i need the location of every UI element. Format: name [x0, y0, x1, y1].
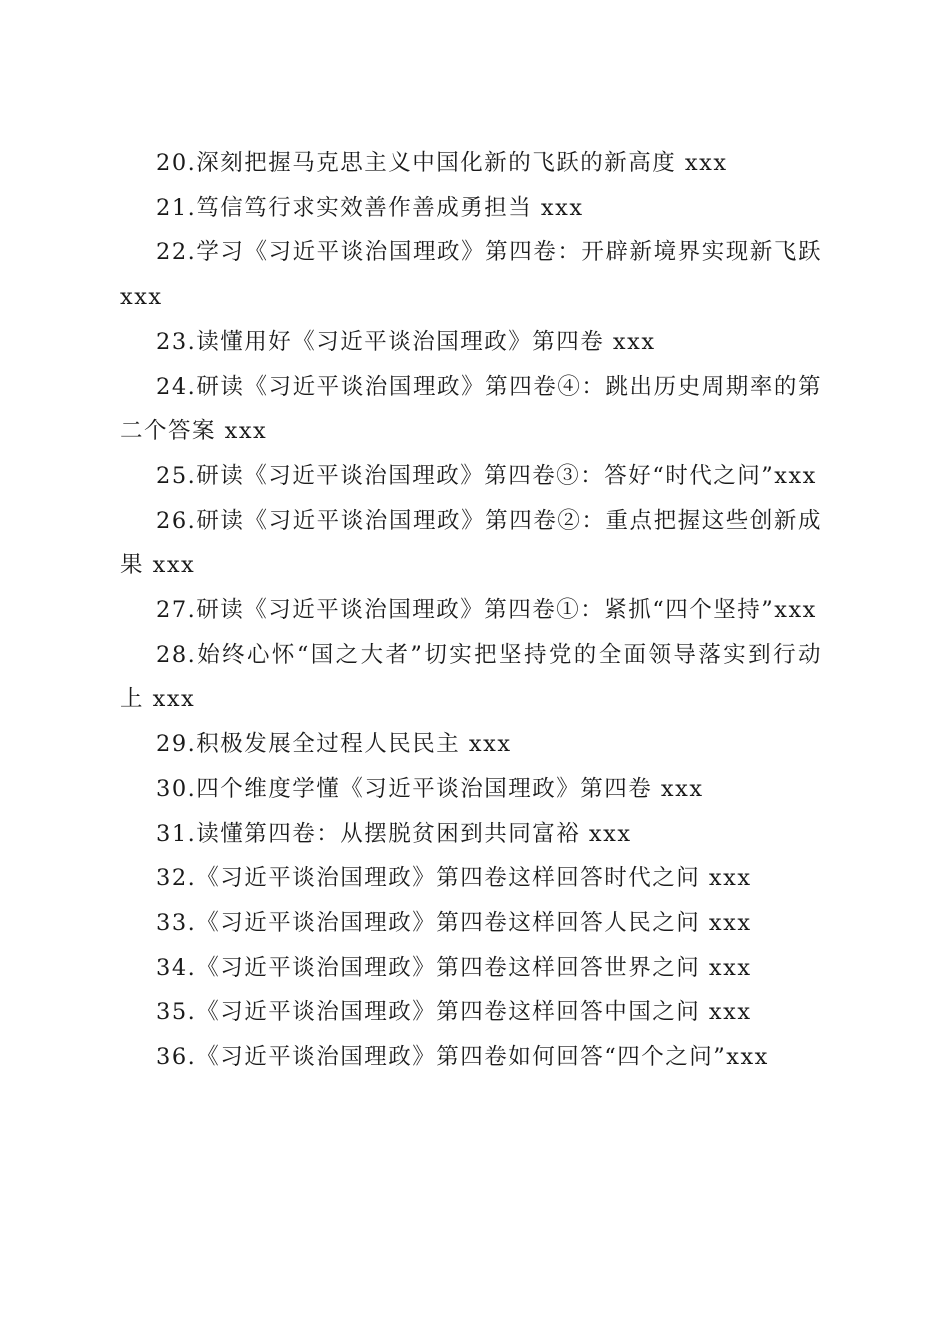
list-item: 35.《习近平谈治国理政》第四卷这样回答中国之问 xxx	[156, 999, 752, 1026]
list-item: 24.研读《习近平谈治国理政》第四卷④：跳出历史周期率的第二个答案 xxx	[120, 373, 822, 445]
list-item: 20.深刻把握马克思主义中国化新的飞跃的新高度 xxx	[156, 150, 728, 176]
list-item: 30.四个维度学懂《习近平谈治国理政》第四卷 xxx	[156, 775, 704, 802]
list-item: 27.研读《习近平谈治国理政》第四卷①：紧抓“四个坚持”xxx	[156, 597, 817, 624]
list-item: 21.笃信笃行求实效善作善成勇担当 xxx	[156, 194, 584, 221]
article-list	[120, 141, 822, 1080]
list-item: 22.学习《习近平谈治国理政》第四卷：开辟新境界实现新飞跃 xxx	[120, 239, 822, 311]
list-item: 32.《习近平谈治国理政》第四卷这样回答时代之问 xxx	[156, 865, 752, 892]
list-item: 34.《习近平谈治国理政》第四卷这样回答世界之问 xxx	[156, 954, 752, 981]
list-item: 36.《习近平谈治国理政》第四卷如何回答“四个之问”xxx	[156, 1044, 769, 1071]
list-item: 26.研读《习近平谈治国理政》第四卷②：重点把握这些创新成果 xxx	[120, 507, 822, 579]
list-item: 31.读懂第四卷：从摆脱贫困到共同富裕 xxx	[156, 820, 632, 847]
list-item: 28.始终心怀“国之大者”切实把坚持党的全面领导落实到行动上 xxx	[120, 641, 822, 713]
list-item: 33.《习近平谈治国理政》第四卷这样回答人民之问 xxx	[156, 909, 752, 936]
list-item: 23.读懂用好《习近平谈治国理政》第四卷 xxx	[156, 328, 656, 355]
list-item: 25.研读《习近平谈治国理政》第四卷③：答好“时代之问”xxx	[156, 462, 817, 489]
list-item: 29.积极发展全过程人民民主 xxx	[156, 731, 512, 758]
